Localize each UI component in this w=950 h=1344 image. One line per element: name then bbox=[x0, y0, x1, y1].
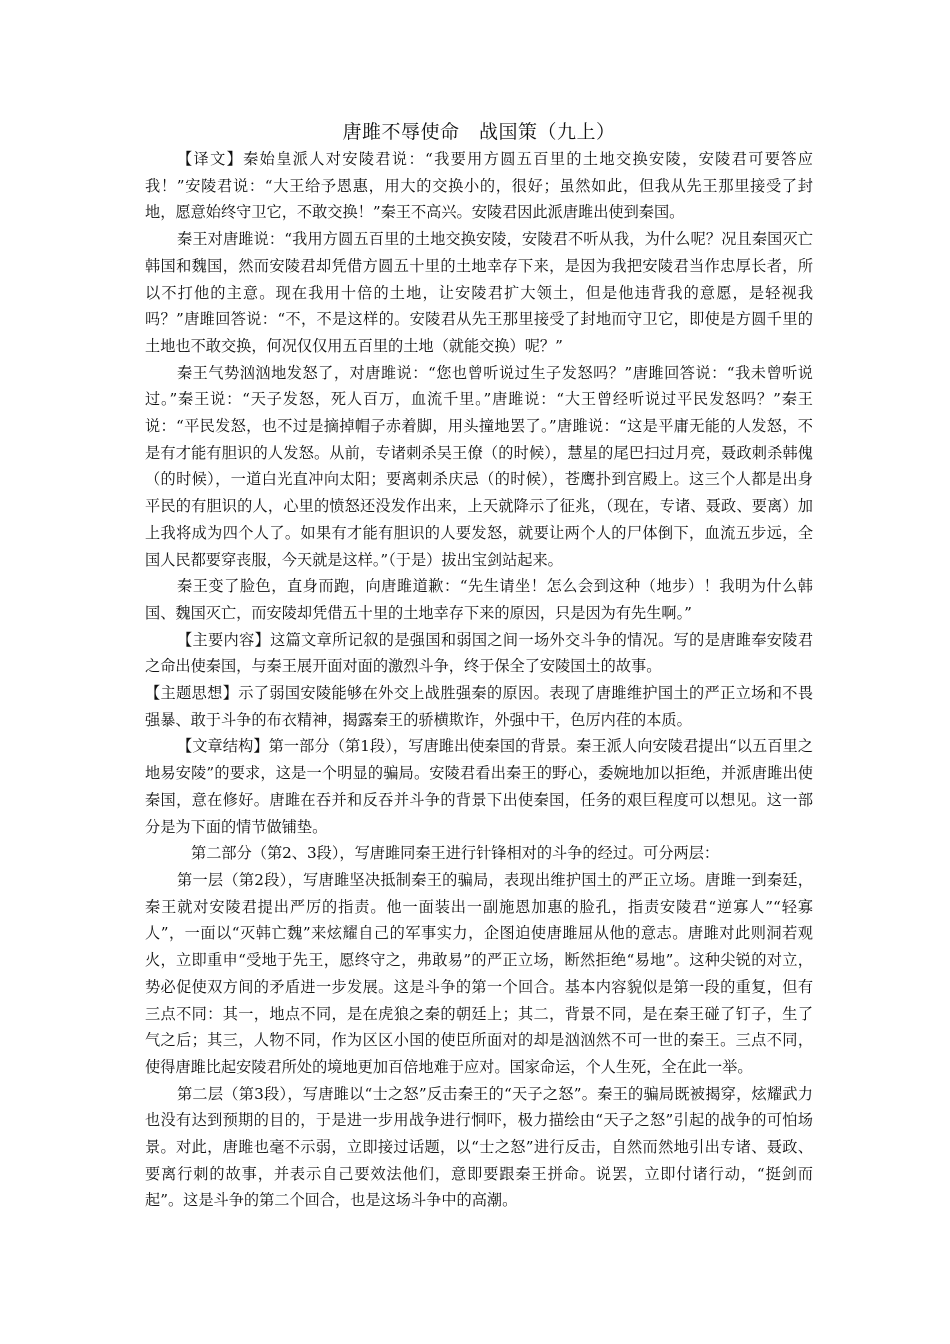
paragraph-layer-2: 第二层（第3段），写唐雎以“士之怒”反击秦王的“天子之怒”。秦王的骗局既被揭穿，炫耀武力也没有达到预期的目的，于是进一步用战争进行恫吓，极力描绘由“天子之怒”引起的战争的可怕场景。对此，唐雎也毫不示弱，立即接过话题，以“士之怒”进行反击，自然而然地引出专诸、聂政、要离行刺的故事，并表示自己要效法他们，意即要跟秦王拼命。说罢，立即付诸行动，“挺剑而起”。这是斗争的第二个回合，也是这场斗争中的高潮。 bbox=[145, 1084, 813, 1210]
paragraph-main-content: 【主要内容】这篇文章所记叙的是强国和弱国之间一场外交斗争的情况。写的是唐雎奉安陵君之命出使秦国，与秦王展开面对面的激烈斗争，终于保全了安陵国土的故事。 bbox=[145, 630, 813, 676]
document-title: 唐雎不辱使命 战国策（九上） bbox=[342, 121, 616, 143]
paragraph-layer-1: 第一层（第2段），写唐雎坚决抵制秦王的骗局，表现出维护国土的严正立场。唐雎一到秦廷，秦王就对安陵君提出严厉的指责。他一面装出一副施恩加惠的脸孔，指责安陵君“逆寡人”“轻寡人”，一面以“灭韩亡魏”来炫耀自己的军事实力，企图迫使唐雎屈从他的意志。唐雎对此则洞若观火，立即重申“受地于先王，愿终守之，弗敢易”的严正立场，断然拒绝“易地”。这种尖锐的对立，势必促使双方间的矛盾进一步发展。这是斗争的第一个回合。基本内容貌似是第一段的重复，但有三点不同：其一，地点不同，是在虎狼之秦的朝廷上；其二，背景不同，是在秦王碰了钉子，生了气之后；其三，人物不同，作为区区小国的使臣所面对的却是汹汹然不可一世的秦王。三点不同，使得唐雎比起安陵君所处的境地更加百倍地难于应对。国家命运，个人生死，全在此一举。 bbox=[145, 870, 813, 1076]
paragraph-translation-2: 秦王对唐雎说：“我用方圆五百里的土地交换安陵，安陵君不听从我，为什么呢？况且秦国灭亡韩国和魏国，然而安陵君却凭借方圆五十里的土地幸存下来，是因为我把安陵君当作忠厚长者，所以不打他的主意。现在我用十倍的土地，让安陵君扩大领土，但是他违背我的意愿，是轻视我吗？”唐雎回答说：“不，不是这样的。安陵君从先王那里接受了封地而守卫它，即使是方圆千里的土地也不敢交换，何况仅仅用五百里的土地（就能交换）呢？” bbox=[145, 230, 813, 355]
paragraph-structure-part2: 第二部分（第2、3段），写唐雎同秦王进行针锋相对的斗争的经过。可分两层： bbox=[191, 844, 720, 863]
document-page bbox=[145, 118, 813, 1214]
paragraph-structure-part1: 【文章结构】第一部分（第1段），写唐雎出使秦国的背景。秦王派人向安陵君提出“以五百里之地易安陵”的要求，这是一个明显的骗局。安陵君看出秦王的野心，委婉地加以拒绝，并派唐雎出使秦国，意在修好。唐雎在吞并和反吞并斗争的背景下出使秦国，任务的艰巨程度可以想见。这一部分是为下面的情节做铺垫。 bbox=[145, 737, 813, 836]
paragraph-theme: 【主题思想】示了弱国安陵能够在外交上战胜强秦的原因。表现了唐雎维护国土的严正立场和不畏强暴、敢于斗争的布衣精神，揭露秦王的骄横欺诈，外强中干，色厉内荏的本质。 bbox=[145, 684, 813, 729]
paragraph-translation-1: 【译文】秦始皇派人对安陵君说：“我要用方圆五百里的土地交换安陵，安陵君可要答应我！”安陵君说：“大王给予恩惠，用大的交换小的，很好；虽然如此，但我从先王那里接受了封地，愿意始终守卫它，不敢交换！”秦王不高兴。安陵君因此派唐雎出使到秦国。 bbox=[145, 150, 813, 222]
paragraph-translation-3: 秦王气势汹汹地发怒了，对唐雎说：“您也曾听说过生子发怒吗？”唐雎回答说：“我未曾听说过。”秦王说：“天子发怒，死人百万，血流千里。”唐雎说：“大王曾经听说过平民发怒吗？”秦王说：“平民发怒，也不过是摘掉帽子赤着脚，用头撞地罢了。”唐雎说：“这是平庸无能的人发怒，不是有才能有胆识的人发怒。从前，专诸刺杀吴王僚（的时候），慧星的尾巴扫过月亮，聂政刺杀韩傀（的时候），一道白光直冲向太阳；要离刺杀庆忌（的时候），苍鹰扑到宫殿上。这三个人都是出身平民的有胆识的人，心里的愤怒还没发作出来，上天就降示了征兆，（现在，专诸、聂政、要离）加上我将成为四个人了。如果有才能有胆识的人要发怒，就要让两个人的尸体倒下，血流五步远，全国人民都要穿丧服，今天就是这样。”（于是）拔出宝剑站起来。 bbox=[145, 363, 813, 569]
paragraph-translation-4: 秦王变了脸色，直身而跑，向唐雎道歉：“先生请坐！怎么会到这种（地步）！我明为什么韩国、魏国灭亡，而安陵却凭借五十里的土地幸存下来的原因，只是因为有先生啊。” bbox=[145, 577, 813, 622]
